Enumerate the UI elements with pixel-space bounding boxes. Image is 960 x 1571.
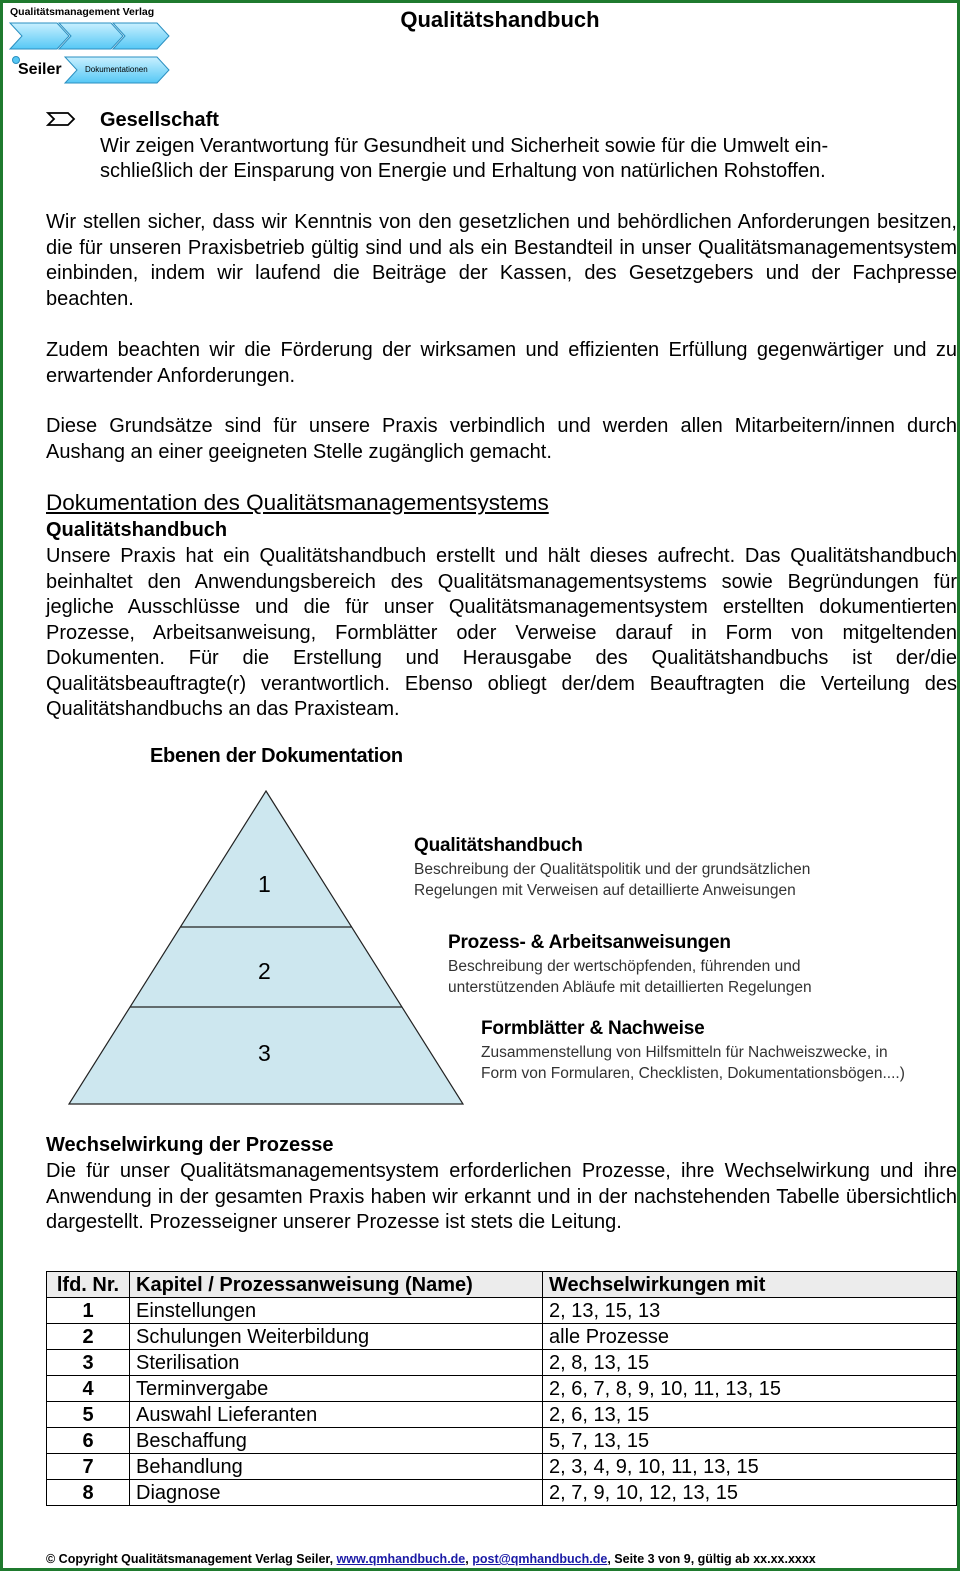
publisher-name: Qualitätsmanagement Verlag [10, 6, 155, 18]
row-chapter: Sterilisation [130, 1350, 543, 1376]
pyramid-level-3-number: 3 [258, 1040, 271, 1066]
row-chapter: Beschaffung [130, 1428, 543, 1454]
row-chapter: Auswahl Lieferanten [130, 1402, 543, 1428]
table-row [47, 1480, 957, 1506]
table-row [47, 1298, 957, 1324]
footer-copyright: © Copyright Qualitätsmanagement Verlag Seiler, [46, 1552, 337, 1566]
row-interactions: 2, 13, 15, 13 [543, 1298, 957, 1324]
documentation-text: Unsere Praxis hat ein Qualitätshandbuch erstellt und hält dieses aufrecht. Das Qualitätshandbuch beinhaltet den Anwendungsbereich des Qualitätsmanagementsystems sowie Begründungen für jegliche Ausschlüsse und die für unser Qualitätsmanagementsystem erstellten dokumentierten Prozesse, Arbeitsanweisung, Formblätter oder Verweise darauf in Form von mitgeltenden Dokumenten. Für die Erstellung und Herausgabe des Qualitätshandbuchs ist der/die Qualitätsbeauftragte(r) verantwortlich. Ebenso obliegt der/dem Beauftragten die Verteilung des Qualitätshandbuchs an das Praxisteam. [46, 545, 957, 720]
table-row [47, 1324, 957, 1350]
documentation-section-title: Dokumentation des Qualitätsmanagementsystems [46, 490, 549, 515]
paragraph-legal-requirements: Wir stellen sicher, dass wir Kenntnis von den gesetzlichen und behördlichen Anforderungen besitzen, die für unseren Praxisbetrieb gültig sind und als ein Bestandteil in unser Qualitätsmanagementsystem einbinden, indem wir laufend die Beiträge der Kassen, des Gesetzgebers und der Fachpresse beachten. [46, 211, 957, 310]
interaction-text: Die für unser Qualitätsmanagementsystem erforderlichen Prozesse, ihre Wechselwirkung und ihre Anwendung in der gesamten Praxis haben wir erkannt und in der nachstehenden Tabelle übersichtlich dargestellt. Prozesseigner unserer Prozesse ist stets die Leitung. [46, 1160, 957, 1233]
row-number: 1 [47, 1298, 130, 1324]
table-row [47, 1428, 957, 1454]
paragraph-principles: Diese Grundsätze sind für unsere Praxis verbindlich und werden allen Mitarbeitern/innen durch Aushang an einer geeigneten Stelle zugänglich gemacht. [46, 415, 957, 463]
section-tab-label: Dokumentationen [85, 65, 148, 74]
process-interaction-table [46, 1271, 957, 1506]
table-header-row [47, 1272, 957, 1298]
footer-website-link[interactable]: www.qmhandbuch.de [336, 1552, 466, 1566]
level-2-title: Prozess- & Arbeitsanweisungen [448, 932, 731, 953]
row-interactions: alle Prozesse [543, 1324, 957, 1350]
row-chapter: Terminvergabe [130, 1376, 543, 1402]
paragraph-promotion: Zudem beachten wir die Förderung der wirksamen und effizienten Erfüllung gegenwärtiger und zu erwartender Anforderungen. [46, 339, 957, 387]
row-number: 4 [47, 1376, 130, 1402]
table-row [47, 1350, 957, 1376]
row-interactions: 2, 8, 13, 15 [543, 1350, 957, 1376]
interaction-title: Wechselwirkung der Prozesse [46, 1134, 334, 1156]
level-2-desc-line-2: unterstützenden Abläufe mit detaillierten Regelungen [448, 979, 812, 996]
footer-separator: , [465, 1552, 473, 1566]
header-interactions: Wechselwirkungen mit [543, 1272, 957, 1298]
row-number: 6 [47, 1428, 130, 1454]
level-1-desc-line-2: Regelungen mit Verweisen auf detaillierte Anweisungen [414, 882, 796, 899]
row-interactions: 2, 6, 7, 8, 9, 10, 11, 13, 15 [543, 1376, 957, 1402]
row-number: 5 [47, 1402, 130, 1428]
row-chapter: Behandlung [130, 1454, 543, 1480]
row-chapter: Einstellungen [130, 1298, 543, 1324]
level-3-desc-line-2: Form von Formularen, Checklisten, Dokumentationsbögen....) [481, 1065, 905, 1082]
level-1-title: Qualitätshandbuch [414, 835, 583, 856]
row-interactions: 2, 6, 13, 15 [543, 1402, 957, 1428]
row-interactions: 2, 3, 4, 9, 10, 11, 13, 15 [543, 1454, 957, 1480]
footer-email-link[interactable]: post@qmhandbuch.de [472, 1552, 608, 1566]
society-line-2: schließlich der Einsparung von Energie und Erhaltung von natürlichen Rohstoffen. [100, 160, 826, 182]
header-number: lfd. Nr. [47, 1272, 130, 1298]
row-number: 2 [47, 1324, 130, 1350]
pyramid-level-1-number: 1 [258, 871, 271, 897]
row-chapter: Diagnose [130, 1480, 543, 1506]
row-number: 7 [47, 1454, 130, 1480]
document-title: Qualitätshandbuch [400, 7, 600, 32]
table-row [47, 1454, 957, 1480]
row-interactions: 2, 7, 9, 10, 12, 13, 15 [543, 1480, 957, 1506]
table-row [47, 1402, 957, 1428]
arrow-bullet-icon [46, 111, 76, 127]
footer-page-info: , Seite 3 von 9, gültig ab xx.xx.xxxx [607, 1552, 816, 1566]
row-number: 8 [47, 1480, 130, 1506]
header-chapter: Kapitel / Prozessanweisung (Name) [130, 1272, 543, 1298]
row-number: 3 [47, 1350, 130, 1376]
page-footer [46, 1552, 816, 1566]
society-line-1: Wir zeigen Verantwortung für Gesundheit und Sicherheit sowie für die Umwelt ein- [100, 135, 829, 157]
society-heading: Gesellschaft [100, 109, 219, 131]
row-interactions: 5, 7, 13, 15 [543, 1428, 957, 1454]
documentation-subtitle: Qualitätshandbuch [46, 519, 228, 541]
pyramid-title: Ebenen der Dokumentation [150, 745, 403, 767]
level-1-desc-line-1: Beschreibung der Qualitätspolitik und der grundsätzlichen [414, 861, 811, 878]
level-2-desc-line-1: Beschreibung der wertschöpfenden, führenden und [448, 958, 801, 975]
level-3-title: Formblätter & Nachweise [481, 1018, 705, 1039]
pyramid-level-2-number: 2 [258, 958, 271, 984]
level-3-desc-line-1: Zusammenstellung von Hilfsmitteln für Nachweiszwecke, in [481, 1044, 888, 1061]
brand-name: Seiler [18, 61, 62, 78]
table-row [47, 1376, 957, 1402]
row-chapter: Schulungen Weiterbildung [130, 1324, 543, 1350]
